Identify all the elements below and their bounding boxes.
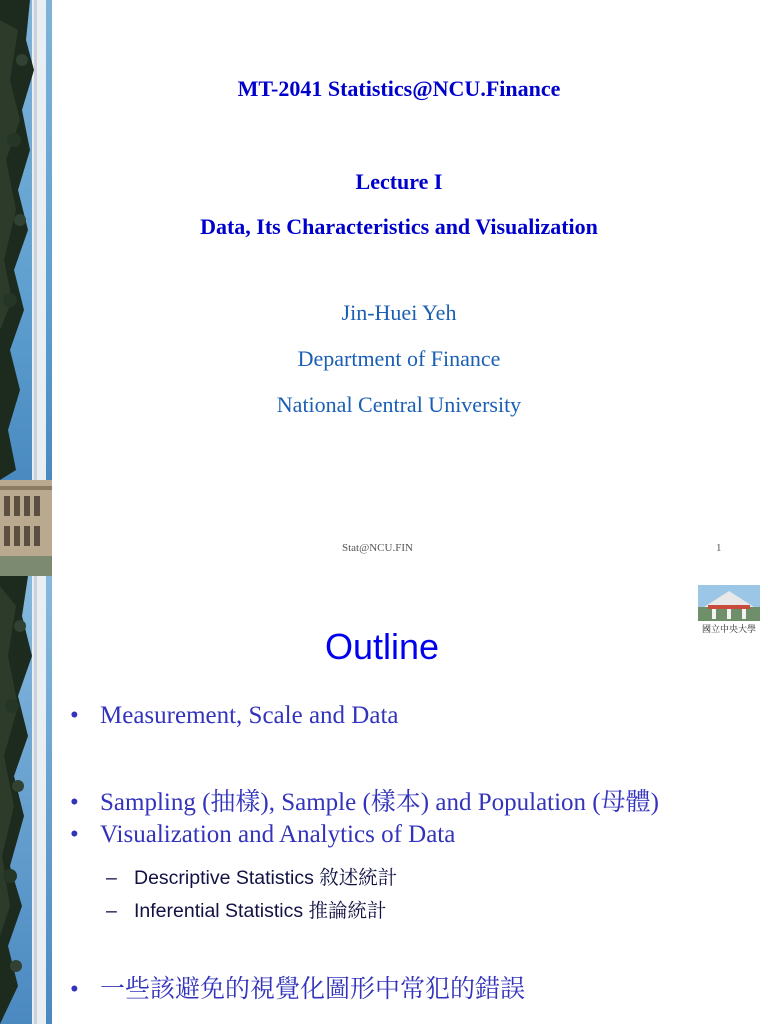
sub-bullet-item [106,862,397,890]
campus-photo-strip-icon [0,576,52,1024]
bullet-item [70,702,399,730]
sub-bullet-text: Inferential Statistics 推論統計 [134,900,387,922]
page-number: 1 [716,542,722,554]
dash-glyph: – [106,900,117,922]
bullet-glyph: • [70,976,79,1003]
bullet-text: Measurement, Scale and Data [100,702,399,729]
university-name: National Central University [276,392,522,417]
department-name: Department of Finance [297,346,501,371]
slide-title: Outline [324,626,440,667]
logo-caption: 國立中央大學 [701,625,757,635]
bullet-glyph: • [70,821,79,848]
bullet-text: 一些該避免的視覺化圖形中常犯的錯誤 [100,976,526,1003]
author-name: Jin-Huei Yeh [341,300,457,325]
bullet-text: Visualization and Analytics of Data [100,821,456,848]
campus-photo-strip-icon [0,0,52,576]
sub-bullet-text: Descriptive Statistics 敘述統計 [134,867,398,889]
dash-glyph: – [106,867,117,889]
course-title: MT-2041 Statistics@NCU.Finance [237,76,561,101]
outline-slide [0,576,768,1024]
sub-bullet-item [106,895,387,923]
bullet-item [70,782,659,818]
bullet-text: Sampling (抽樣), Sample (樣本) and Population (母體) [100,789,659,816]
lecture-label: Lecture I [355,169,443,194]
bullet-glyph: • [70,789,79,816]
bullet-glyph: • [70,702,79,729]
lecture-title: Data, Its Characteristics and Visualization [200,214,598,239]
bullet-item [70,821,455,849]
slide-footer: Stat@NCU.FIN [342,542,413,554]
bullet-item [70,969,525,1005]
